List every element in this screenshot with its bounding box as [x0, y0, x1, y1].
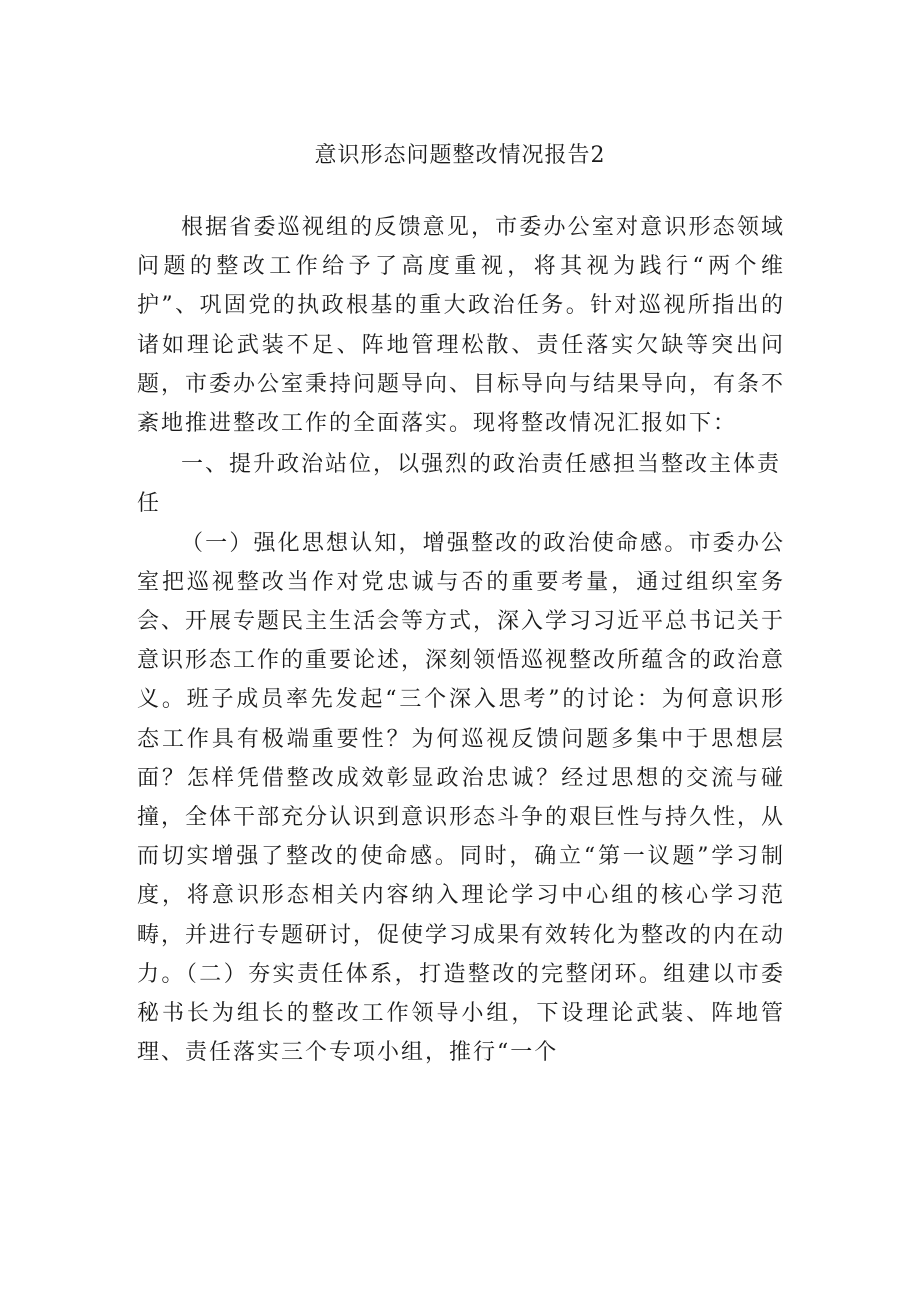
- section-heading-1: 一、提升政治站位，以强烈的政治责任感担当整改主体责任: [137, 452, 782, 517]
- document-body: [137, 208, 785, 1072]
- body-paragraph: （一）强化思想认知，增强整改的政治使命感。市委办公室把巡视整改当作对党忠诚与否的重要考量，通过组织室务会、开展专题民主生活会等方式，深入学习习近平总书记关于意识形态工作的重要论述，深刻领悟巡视整改所蕴含的政治意义。班子成员率先发起“三个深入思考”的讨论：为何意识形态工作具有极端重要性？为何巡视反馈问题多集中于思想层面？怎样凭借整改成效彰显政治忠诚？经过思想的交流与碰撞，全体干部充分认识到意识形态斗争的艰巨性与持久性，从而切实增强了整改的使命感。同时，确立“第一议题”学习制度，将意识形态相关内容纳入理论学习中心组的核心学习范畴，并进行专题研讨，促使学习成果有效转化为整改的内在动力。（二）夯实责任体系，打造整改的完整闭环。组建以市委秘书长为组长的整改工作领导小组，下设理论武装、阵地管理、责任落实三个专项小组，推行“一个: [137, 530, 786, 1066]
- document-title: 意识形态问题整改情况报告2: [314, 143, 606, 168]
- intro-paragraph: 根据省委巡视组的反馈意见，市委办公室对意识形态领域问题的整改工作给予了高度重视，将其视为践行“两个维护”、巩固党的执政根基的重大政治任务。针对巡视所指出的诸如理论武装不足、阵地管理松散、责任落实欠缺等突出问题，市委办公室秉持问题导向、目标导向与结果导向，有条不紊地推进整改工作的全面落实。现将整改情况汇报如下：: [137, 215, 786, 437]
